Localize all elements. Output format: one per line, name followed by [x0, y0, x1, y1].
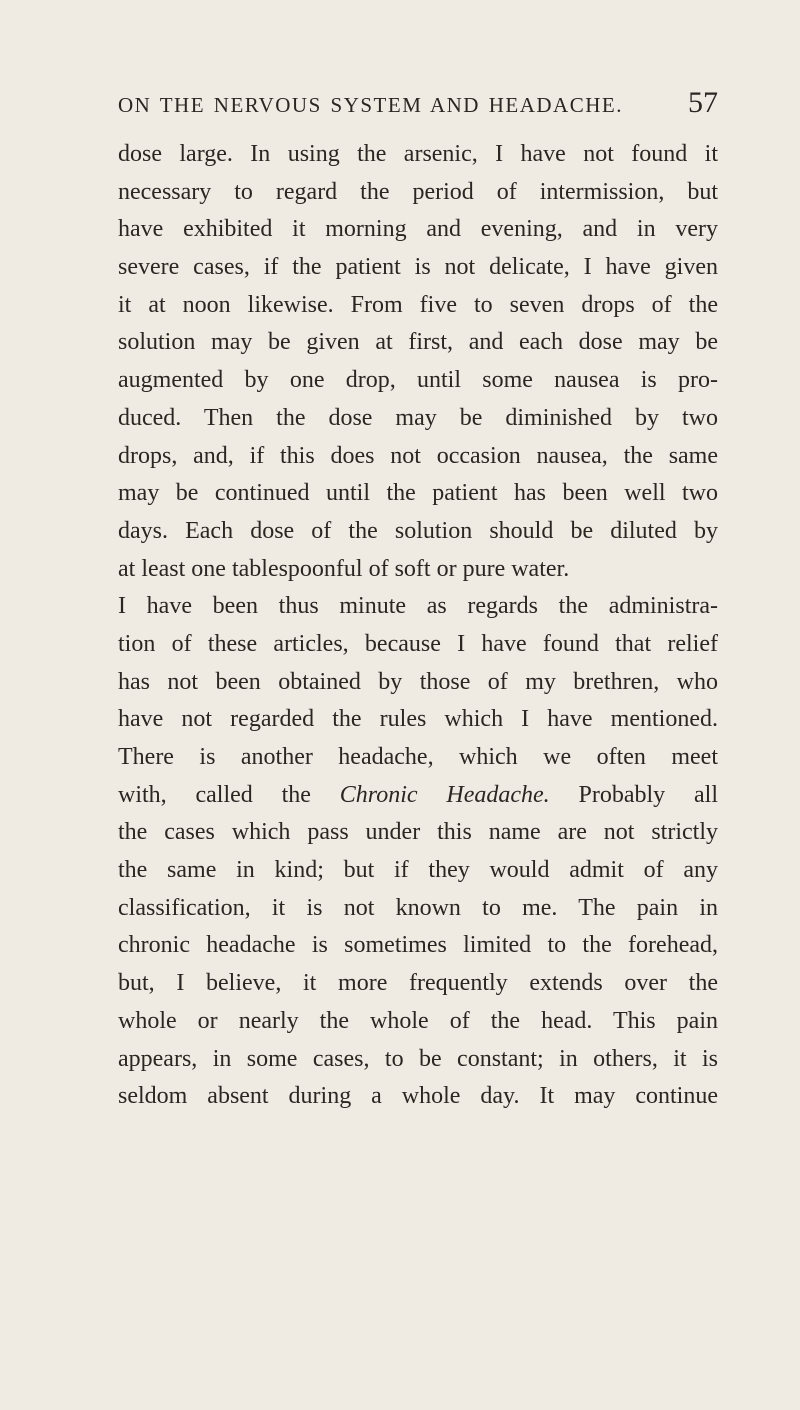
text-line: tion of these articles, because I have found that relief — [118, 630, 718, 657]
text-line: days. Each dose of the solution should be diluted by — [118, 517, 718, 544]
text-line: augmented by one drop, until some nausea is pro- — [118, 367, 718, 394]
line-text-after: Probably all — [549, 781, 718, 808]
running-head — [118, 86, 718, 126]
text-line: may be continued until the patient has been well two — [118, 480, 718, 507]
text-line: whole or nearly the whole of the head. This pain — [118, 1007, 718, 1034]
text-line: has not been obtained by those of my brethren, who — [118, 668, 718, 695]
text-line: have not regarded the rules which I have mentioned. — [118, 706, 718, 733]
text-line: dose large. In using the arsenic, I have not found it — [118, 141, 718, 167]
running-title: ON THE NERVOUS SYSTEM AND HEADACHE. — [118, 93, 623, 117]
text-line: seldom absent during a whole day. It may continue — [118, 1083, 718, 1110]
text-line: but, I believe, it more frequently extends over the — [118, 970, 718, 997]
text-line: drops, and, if this does not occasion nausea, the same — [118, 442, 718, 469]
text-line: duced. Then the dose may be diminished by two — [118, 404, 718, 431]
text-line: There is another headache, which we often meet — [118, 744, 718, 770]
text-line: severe cases, if the patient is not delicate, I have given — [118, 254, 718, 281]
line-text-before: with, called the — [118, 781, 340, 808]
text-line-with-italic — [118, 777, 718, 815]
text-line: I have been thus minute as regards the administra- — [118, 593, 718, 620]
text-line: appears, in some cases, to be constant; in others, it is — [118, 1045, 718, 1072]
text-line: the cases which pass under this name are not strictly — [118, 819, 718, 846]
page-number: 57 — [688, 86, 718, 119]
text-line: have exhibited it morning and evening, and in very — [118, 216, 718, 243]
text-line: chronic headache is sometimes limited to the forehead, — [118, 932, 718, 959]
text-line: necessary to regard the period of intermission, but — [118, 178, 718, 205]
text-line: the same in kind; but if they would admit of any — [118, 857, 718, 884]
text-line: it at noon likewise. From five to seven drops of the — [118, 291, 718, 318]
italic-term: Chronic Headache. — [339, 781, 550, 808]
text-line: classification, it is not known to me. The pain in — [118, 894, 718, 921]
text-line: solution may be given at first, and each dose may be — [118, 329, 718, 356]
body-text — [118, 136, 718, 1116]
text-line: at least one tablespoonful of soft or pure water. — [118, 555, 570, 582]
